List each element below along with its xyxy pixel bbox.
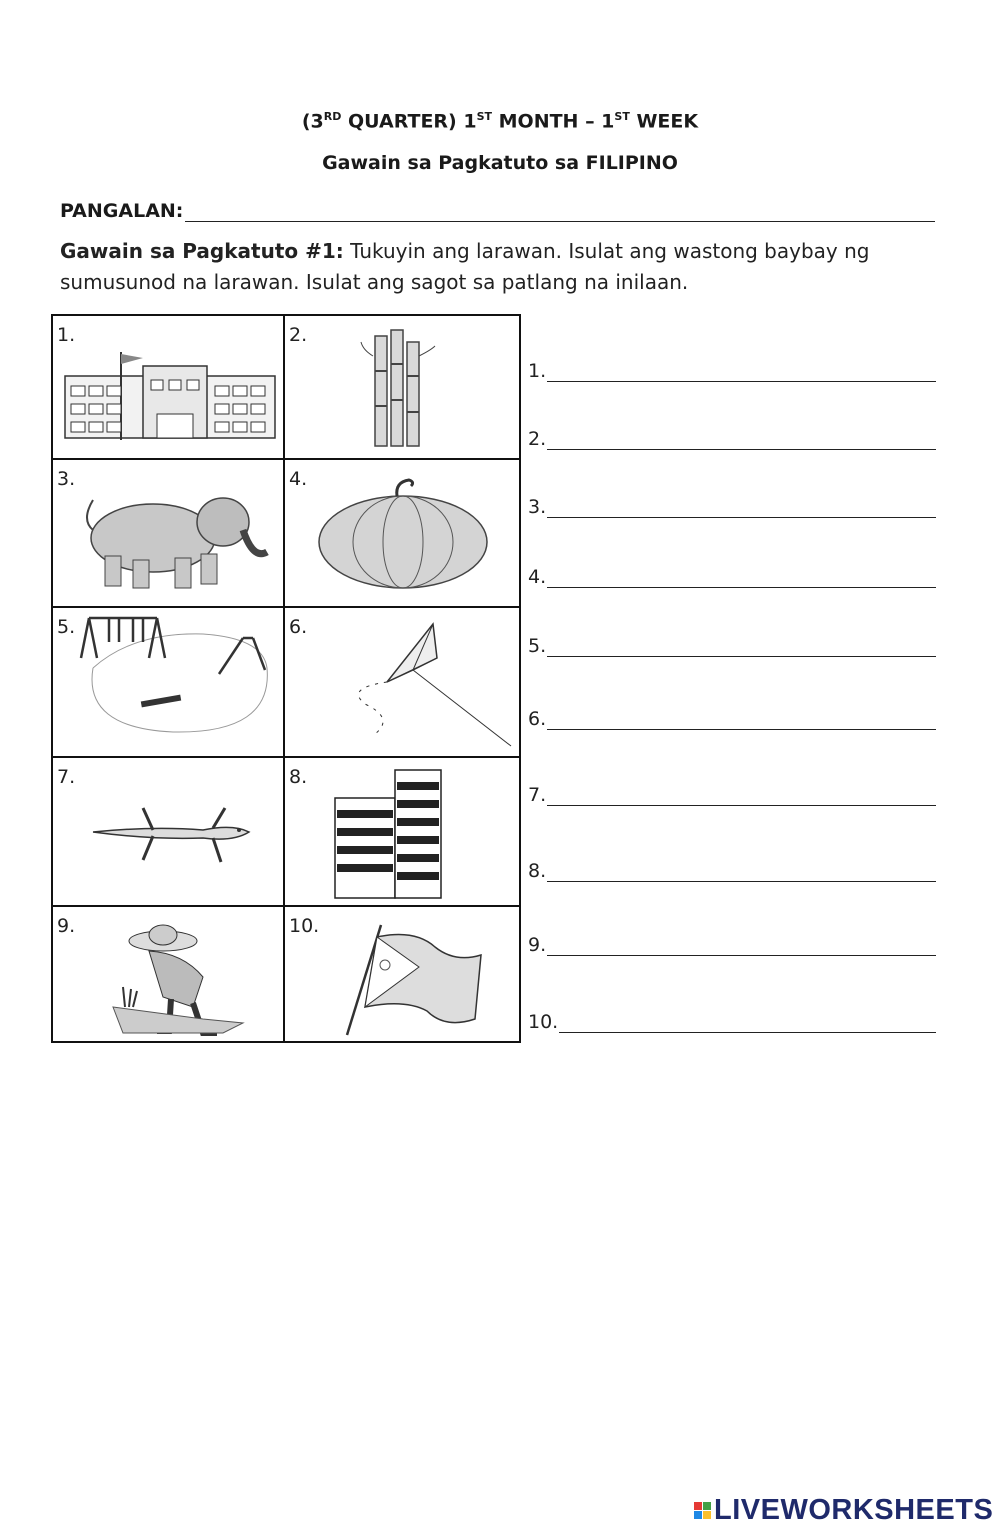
- answer-number: 10.: [528, 1011, 559, 1033]
- answer-number: 1.: [528, 360, 547, 382]
- picture-number: 4.: [289, 468, 308, 490]
- answer-line-8[interactable]: [528, 856, 936, 882]
- answer-blank[interactable]: [547, 569, 936, 588]
- answer-line-2[interactable]: [528, 424, 936, 450]
- picture-cell-5: [53, 608, 285, 758]
- answer-line-1[interactable]: [528, 356, 936, 382]
- logo-square-yellow: [703, 1511, 711, 1519]
- answer-number: 6.: [528, 708, 547, 730]
- answer-number: 4.: [528, 566, 547, 588]
- instructions-title: Gawain sa Pagkatuto #1:: [60, 239, 344, 263]
- answer-blank[interactable]: [547, 363, 936, 382]
- name-row: [60, 196, 935, 222]
- name-label: PANGALAN:: [60, 200, 184, 222]
- answer-number: 9.: [528, 934, 547, 956]
- answer-number: 2.: [528, 428, 547, 450]
- logo-square-blue: [694, 1511, 702, 1519]
- playground-icon: [53, 608, 283, 756]
- answer-line-10[interactable]: [528, 1007, 936, 1033]
- picture-cell-2: [285, 316, 519, 460]
- picture-cell-6: [285, 608, 519, 758]
- pumpkin-icon: [285, 460, 519, 606]
- flag-icon: [285, 907, 519, 1041]
- worksheet-quarter-title: (3RD QUARTER) 1ST MONTH – 1ST WEEK: [301, 110, 699, 133]
- lizard-icon: [53, 758, 283, 905]
- answer-number: 7.: [528, 784, 547, 806]
- farmer-icon: [53, 907, 283, 1041]
- school-building-icon: [53, 316, 283, 458]
- picture-cell-3: [53, 460, 285, 608]
- picture-cell-9: [53, 907, 285, 1041]
- answer-blank[interactable]: [547, 638, 936, 657]
- name-input-line[interactable]: [185, 201, 935, 222]
- answer-blank[interactable]: [547, 787, 936, 806]
- picture-number: 3.: [57, 468, 76, 490]
- liveworksheets-logo-icon: [694, 1502, 711, 1519]
- picture-number: 9.: [57, 915, 76, 937]
- picture-number: 6.: [289, 616, 308, 638]
- liveworksheets-brand[interactable]: [694, 1494, 993, 1527]
- answer-line-6[interactable]: [528, 704, 936, 730]
- answer-number: 3.: [528, 496, 547, 518]
- picture-number: 2.: [289, 324, 308, 346]
- picture-cell-4: [285, 460, 519, 608]
- picture-cell-10: [285, 907, 519, 1041]
- kite-icon: [285, 608, 519, 758]
- answer-line-5[interactable]: [528, 631, 936, 657]
- picture-grid: [51, 314, 521, 1043]
- answer-line-9[interactable]: [528, 930, 936, 956]
- worksheet-subtitle: Gawain sa Pagkatuto sa FILIPINO: [322, 152, 678, 174]
- elephant-icon: [53, 460, 283, 606]
- picture-number: 10.: [289, 915, 320, 937]
- bamboo-icon: [285, 316, 519, 458]
- answer-blank[interactable]: [547, 863, 936, 882]
- picture-number: 7.: [57, 766, 76, 788]
- picture-cell-1: [53, 316, 285, 460]
- instructions: [60, 236, 940, 298]
- answer-line-4[interactable]: [528, 562, 936, 588]
- answer-line-7[interactable]: [528, 780, 936, 806]
- logo-square-green: [703, 1502, 711, 1510]
- answer-blank[interactable]: [547, 711, 936, 730]
- picture-cell-8: [285, 758, 519, 907]
- brand-name: LIVEWORKSHEETS: [714, 1494, 994, 1526]
- picture-cell-7: [53, 758, 285, 907]
- answer-line-3[interactable]: [528, 492, 936, 518]
- picture-number: 8.: [289, 766, 308, 788]
- answer-blank[interactable]: [559, 1014, 936, 1033]
- answer-blank[interactable]: [547, 937, 936, 956]
- picture-number: 1.: [57, 324, 76, 346]
- answer-blank[interactable]: [547, 499, 936, 518]
- answer-number: 8.: [528, 860, 547, 882]
- answer-number: 5.: [528, 635, 547, 657]
- picture-number: 5.: [57, 616, 76, 638]
- building-icon: [285, 758, 519, 905]
- logo-square-red: [694, 1502, 702, 1510]
- instructions-text: Tukuyin ang larawan. Isulat ang wastong baybay ng sumusunod na larawan. Isulat ang sagot sa patlang na inilaan.: [60, 239, 870, 294]
- answer-blank[interactable]: [547, 431, 936, 450]
